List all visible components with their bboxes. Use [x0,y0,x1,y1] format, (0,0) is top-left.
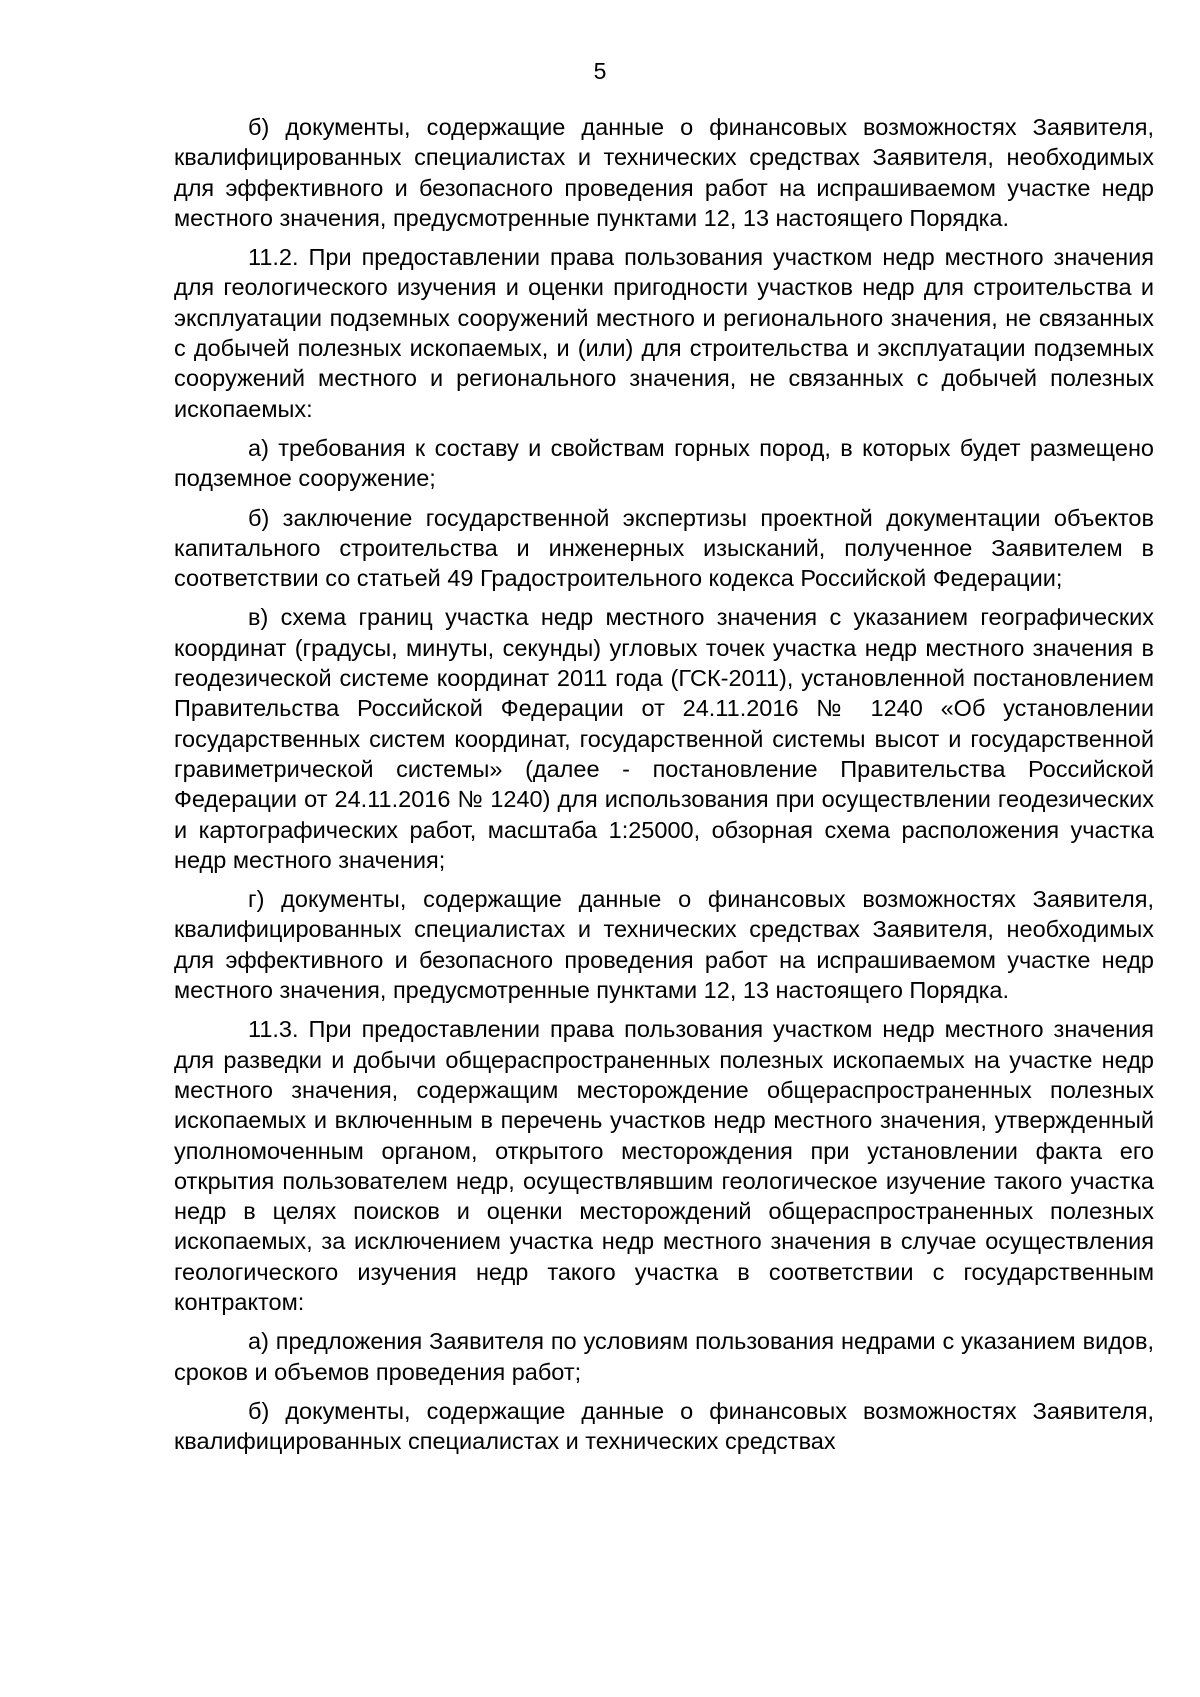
paragraph-11-2-a: а) требования к составу и свойствам горных пород, в которых будет размещено подземное сооружение; [174,434,1154,492]
page-number: 5 [593,58,607,84]
paragraph-11-2-v: в) схема границ участка недр местного значения с указанием географических координат (градусы, минуты, секунды) угловых точек участка недр местного значения в геодезической системе координат 2011 года (ГСК-2011), установленной постановлением Правительства Российской Федерации от 24.11.2016 № 1240 «Об установлении государственных систем координат, государственной системы высот и государственной гравиметрической системы» (далее - постановление Правительства Российской Федерации от 24.11.2016 № 1240) для использования при осуществлении геодезических и картографических работ, масштаба 1:25000, обзорная схема расположения участка недр местного значения; [174,604,1154,873]
paragraph-11-2: 11.2. При предоставлении права пользования участком недр местного значения для геологического изучения и оценки пригодности участков недр для строительства и эксплуатации подземных сооружений местного и регионального значения, не связанных с добычей полезных ископаемых, и (или) для строительства и эксплуатации подземных сооружений местного и регионального значения, не связанных с добычей полезных ископаемых: [174,244,1154,422]
paragraph-11-3-b: б) документы, содержащие данные о финансовых возможностях Заявителя, квалифицированных специалистах и технических средствах [174,1397,1154,1455]
paragraph-11-3: 11.3. При предоставлении права пользования участком недр местного значения для разведки и добычи общераспространенных полезных ископаемых на участке недр местного значения, содержащим месторождение общераспространенных полезных ископаемых и включенным в перечень участков недр местного значения, утвержденный уполномоченным органом, открытого месторождения при установлении факта его открытия пользователем недр, осуществлявшим геологическое изучение такого участка недр в целях поисков и оценки месторождений общераспространенных полезных ископаемых, за исключением участка недр местного значения в случае осуществления геологического изучения недр такого участка в соответствии с государственным контрактом: [174,1016,1154,1315]
paragraph-11-2-b: б) заключение государственной экспертизы проектной документации объектов капитального строительства и инженерных изысканий, полученное Заявителем в соответствии со статьей 49 Градостроительного кодекса Российской Федерации; [174,504,1154,592]
paragraph-11-2-g: г) документы, содержащие данные о финансовых возможностях Заявителя, квалифицированных специалистах и технических средствах Заявителя, необходимых для эффективного и безопасного проведения работ на испрашиваемом участке недр местного значения, предусмотренные пунктами 12, 13 настоящего Порядка. [174,886,1154,1004]
paragraph-b-financial-docs: б) документы, содержащие данные о финансовых возможностях Заявителя, квалифицированных специалистах и технических средствах Заявителя, необходимых для эффективного и безопасного проведения работ на испрашиваемом участке недр местного значения, предусмотренные пунктами 12, 13 настоящего Порядка. [174,114,1154,231]
paragraph-11-3-a: а) предложения Заявителя по условиям пользования недрами с указанием видов, сроков и объемов проведения работ; [174,1328,1154,1385]
document-body [174,112,1154,1465]
